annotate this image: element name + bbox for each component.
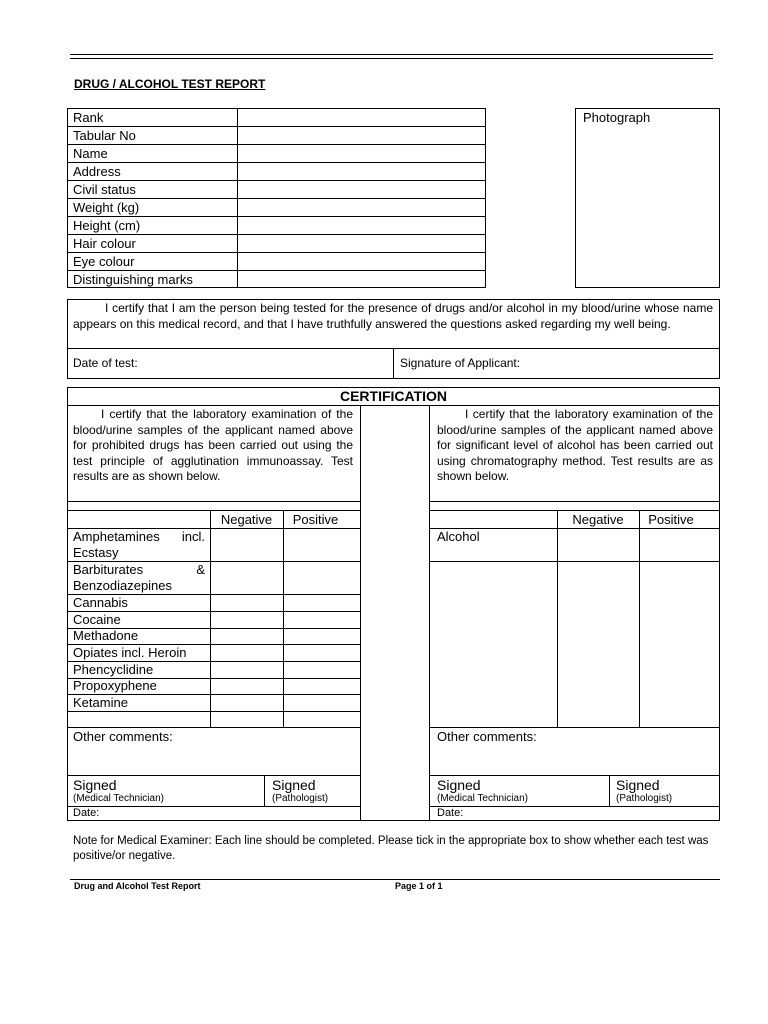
field-label-tabular-no: Tabular No — [73, 128, 136, 143]
page-title: DRUG / ALCOHOL TEST REPORT — [74, 77, 266, 91]
drug-signed-technician-label: Signed — [73, 777, 117, 793]
signature-of-applicant-label: Signature of Applicant: — [400, 356, 521, 370]
photograph-box — [575, 108, 720, 288]
drug-test-amphetamines-line1: Amphetamines incl. — [73, 529, 205, 544]
drug-test-ketamine: Ketamine — [73, 695, 128, 710]
drug-negative-header: Negative — [220, 512, 273, 527]
footer-document-title: Drug and Alcohol Test Report — [74, 881, 201, 891]
alcohol-date-label: Date: — [437, 807, 464, 819]
drug-test-cannabis: Cannabis — [73, 595, 128, 610]
field-label-weight: Weight (kg) — [73, 200, 140, 215]
alcohol-positive-header: Positive — [648, 512, 694, 527]
field-label-civil-status: Civil status — [73, 182, 136, 197]
drug-test-propoxyphene: Propoxyphene — [73, 678, 157, 693]
date-of-test-label: Date of test: — [73, 356, 138, 370]
drug-positive-header: Positive — [292, 512, 339, 527]
photograph-label: Photograph — [583, 110, 651, 125]
alcohol-signed-pathologist-label: Signed — [616, 777, 660, 793]
top-rule — [70, 54, 713, 55]
field-label-rank: Rank — [73, 110, 104, 125]
alcohol-negative-header: Negative — [572, 512, 624, 527]
drug-other-comments-label: Other comments: — [73, 729, 173, 744]
drug-test-cocaine: Cocaine — [73, 612, 121, 627]
drug-signed-pathologist-label: Signed — [272, 777, 316, 793]
field-label-distinguishing-marks: Distinguishing marks — [73, 272, 193, 287]
alcohol-pathologist-label: (Pathologist) — [616, 793, 673, 804]
field-label-name: Name — [73, 146, 108, 161]
drug-test-statement: I certify that the laboratory examination of the blood/urine samples of the applicant named above for prohibited drugs has been carried out using the test principle of agglutination immunoassay. Test results are as shown below. — [73, 407, 353, 483]
field-label-hair-colour: Hair colour — [73, 236, 136, 251]
alcohol-test-label: Alcohol — [437, 529, 480, 544]
footer-rule — [70, 879, 720, 880]
alcohol-other-comments-label: Other comments: — [437, 729, 537, 744]
drug-test-methadone: Methadone — [73, 628, 139, 643]
medical-examiner-note: Note for Medical Examiner: Each line should be completed. Please tick in the appropriate box to show whether each test was positive/or negative. — [73, 835, 709, 862]
drug-pathologist-label: (Pathologist) — [272, 793, 329, 804]
drug-date-label: Date: — [73, 807, 100, 819]
field-label-address: Address — [73, 164, 121, 179]
drug-test-barbiturates-line2: Benzodiazepines — [73, 578, 173, 593]
drug-medical-technician-label: (Medical Technician) — [73, 793, 164, 804]
footer-page-number: Page 1 of 1 — [395, 881, 443, 891]
alcohol-signed-technician-label: Signed — [437, 777, 481, 793]
alcohol-medical-technician-label: (Medical Technician) — [437, 793, 528, 804]
field-label-eye-colour: Eye colour — [73, 254, 135, 269]
drug-test-phencyclidine: Phencyclidine — [73, 662, 154, 677]
field-label-height: Height (cm) — [73, 218, 141, 233]
certification-title: CERTIFICATION — [339, 388, 448, 404]
top-rule-second — [70, 58, 713, 59]
drug-test-opiates: Opiates incl. Heroin — [73, 645, 187, 660]
drug-test-barbiturates-line1: Barbiturates & — [73, 562, 205, 577]
alcohol-test-statement: I certify that the laboratory examination of the blood/urine samples of the applicant named above for significant level of alcohol has been carried out using chromatography method. Test results are as shown below. — [437, 407, 713, 483]
drug-test-amphetamines-line2: Ecstasy — [73, 545, 119, 560]
consent-statement: I certify that I am the person being tested for the presence of drugs and/or alcohol in my blood/urine whose name appears on this medical record, and that I have truthfully answered the questions asked regarding my well being. — [73, 301, 713, 331]
